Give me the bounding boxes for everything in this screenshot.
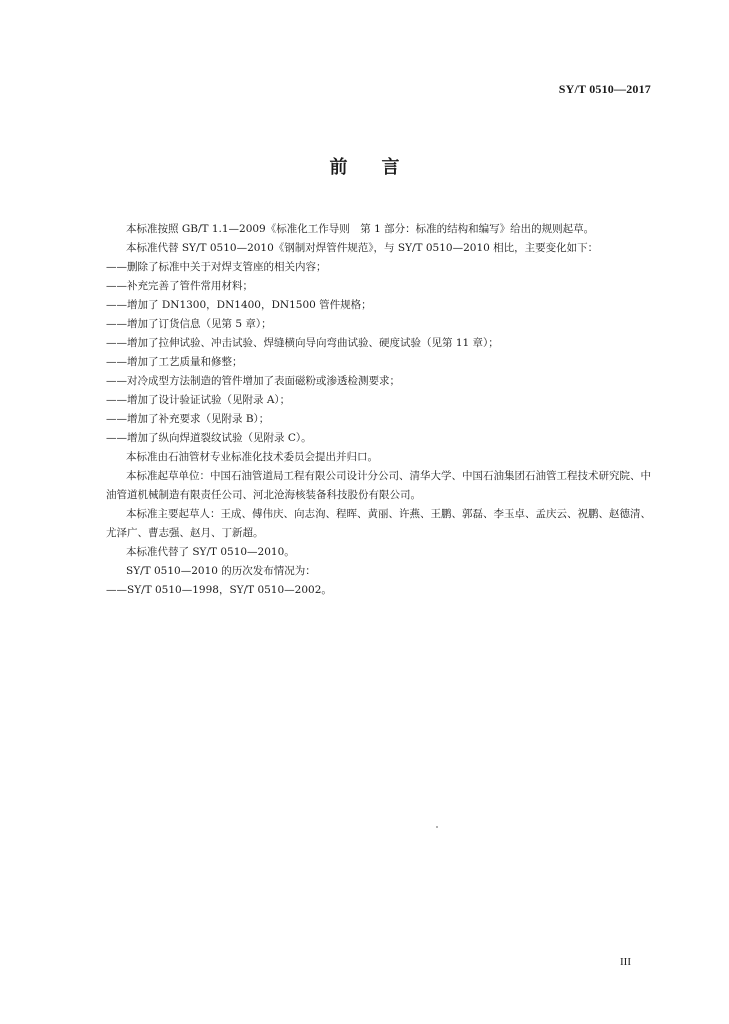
paragraph-drafting-units: 本标准起草单位：中国石油管道局工程有限公司设计分公司、清华大学、中国石油集团石油管工程技术研究院、中油管道机械制造有限责任公司、河北沧海核装备科技股份有限公司。 bbox=[106, 470, 651, 501]
scan-speck bbox=[436, 826, 438, 828]
change-item: ——增加了 DN1300，DN1400，DN1500 管件规格； bbox=[106, 299, 372, 311]
change-item: ——增加了订货信息（见第 5 章）； bbox=[106, 318, 272, 330]
change-item: ——增加了设计验证试验（见附录 A）； bbox=[106, 394, 291, 406]
page-number: III bbox=[620, 956, 631, 968]
paragraph-supersedes: 本标准代替了 SY/T 0510—2010。 bbox=[126, 546, 295, 558]
paragraph-proposed-by: 本标准由石油管材专业标准化技术委员会提出并归口。 bbox=[126, 451, 378, 463]
paragraph-drafting-rules: 本标准按照 GB/T 1.1—2009《标准化工作导则 第 1 部分：标准的结构和编写》给出的规则起草。 bbox=[126, 223, 595, 235]
page-title: 前言 bbox=[329, 157, 434, 178]
change-item: ——增加了拉伸试验、冲击试验、焊缝横向导向弯曲试验、硬度试验（见第 11 章）； bbox=[106, 337, 499, 349]
paragraph-drafters: 本标准主要起草人：王成、傅伟庆、向志洵、程晖、黄丽、许燕、王鹏、郭磊、李玉卓、孟庆云、祝鹏、赵德清、尤泽广、曹志强、赵月、丁新超。 bbox=[106, 508, 651, 539]
standard-code: SY/T 0510—2017 bbox=[558, 82, 651, 96]
change-item: ——增加了补充要求（见附录 B）； bbox=[106, 413, 270, 425]
change-item: ——补充完善了管件常用材料； bbox=[106, 280, 253, 292]
change-item: ——增加了工艺质量和修整； bbox=[106, 356, 243, 368]
release-history-item: ——SY/T 0510—1998，SY/T 0510—2002。 bbox=[106, 584, 332, 596]
change-item: ——删除了标准中关于对焊支管座的相关内容； bbox=[106, 261, 327, 273]
paragraph-replaces: 本标准代替 SY/T 0510—2010《钢制对焊管件规范》，与 SY/T 0510—2010 相比，主要变化如下： bbox=[126, 242, 599, 254]
change-item: ——对冷成型方法制造的管件增加了表面磁粉或渗透检测要求； bbox=[106, 375, 400, 387]
paragraph-release-history: SY/T 0510—2010 的历次发布情况为： bbox=[126, 565, 316, 577]
foreword-body bbox=[106, 220, 658, 600]
change-item: ——增加了纵向焊道裂纹试验（见附录 C）。 bbox=[106, 432, 312, 444]
